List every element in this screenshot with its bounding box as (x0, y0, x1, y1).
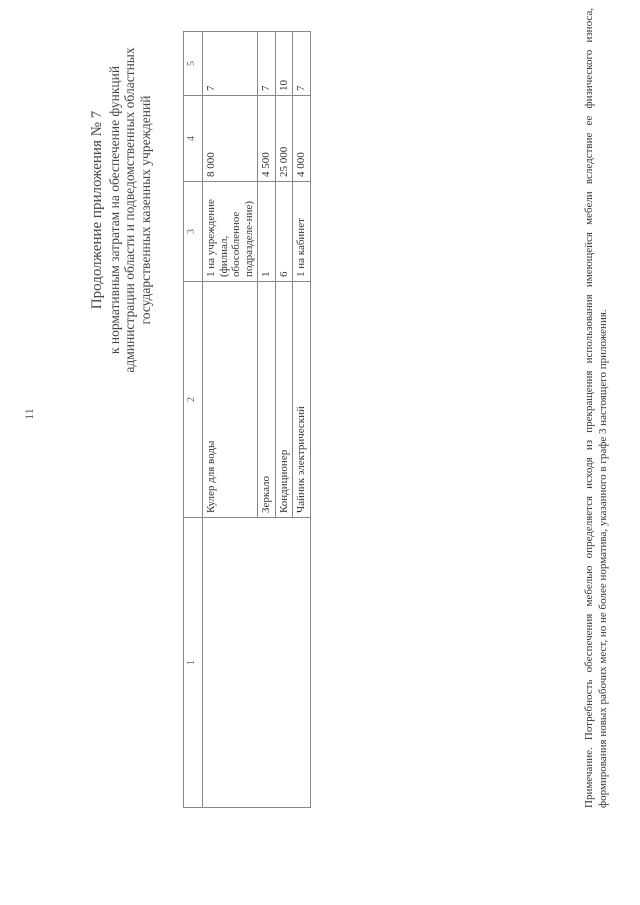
table-row (203, 32, 258, 808)
column-number: 2 (184, 282, 203, 518)
item-service-years: 7 (258, 32, 276, 96)
item-price: 4 500 (258, 96, 276, 182)
annex-subtitle-line: администрации области и подведомственных областных (122, 47, 137, 373)
annex-subtitle-line: к нормативным затратам на обеспечение функций (106, 65, 122, 355)
item-quantity: 1 (258, 182, 276, 282)
column-number: 3 (184, 182, 203, 282)
item-name: Зеркало (258, 282, 276, 518)
item-quantity: 6 (275, 182, 293, 282)
item-name: Кулер для воды (203, 282, 258, 518)
item-service-years: 7 (203, 32, 258, 96)
item-quantity: 1 на учреждение (филиал, обособленное подразделе-ние) (203, 182, 258, 282)
item-price: 8 000 (203, 96, 258, 182)
item-price: 4 000 (293, 96, 311, 182)
group-cell (203, 518, 311, 808)
item-quantity: 1 на кабинет (293, 182, 311, 282)
column-number: 5 (184, 32, 203, 96)
column-number-row (184, 32, 203, 808)
item-service-years: 7 (293, 32, 311, 96)
column-number: 4 (184, 96, 203, 182)
norms-table (183, 31, 311, 808)
item-name: Кондиционер (275, 282, 293, 518)
page-number: 11 (22, 408, 36, 420)
annex-heading (90, 0, 153, 420)
column-number: 1 (184, 518, 203, 808)
annex-subtitle-line: государственных казенных учреждений (137, 95, 153, 325)
item-service-years: 10 (275, 32, 293, 96)
table-note: Примечание. Потребность обеспечения мебелью определяется исходя из прекращения использования имеющейся мебели вследствие ее физического износа, формирования новых рабочих мест, но не более норматива, указанного в графе 3 настоящего приложения. (583, 8, 609, 808)
item-name: Чайник электрический (293, 282, 311, 518)
item-price: 25 000 (275, 96, 293, 182)
annex-title: Продолжение приложения № 7 (89, 110, 105, 310)
